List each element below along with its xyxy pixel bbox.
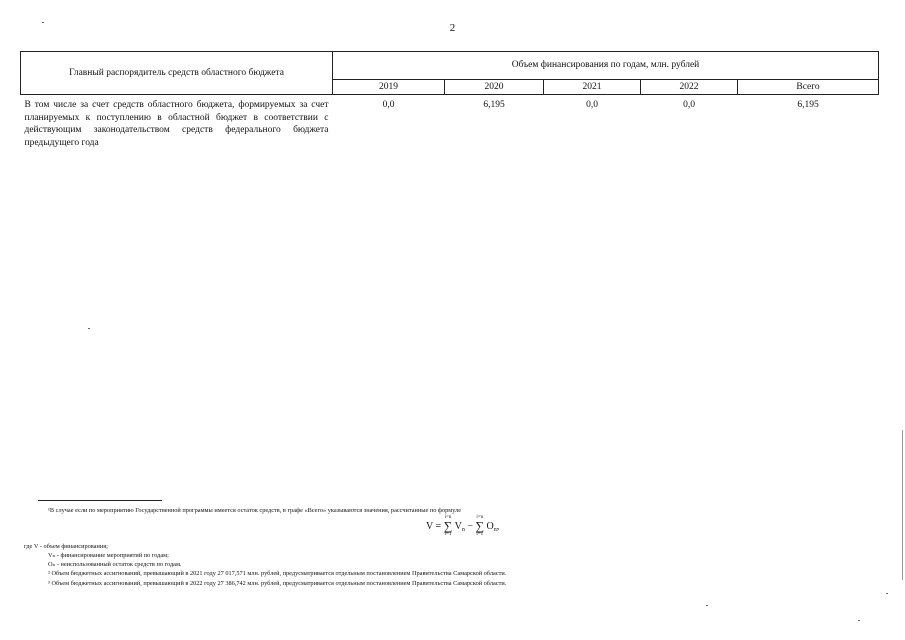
header-year-2019: 2019 — [333, 80, 445, 95]
value-2020: 6,195 — [483, 100, 505, 110]
value-2022: 0,0 — [683, 100, 695, 110]
funding-table — [20, 51, 879, 153]
sum-upper-limit-1: i=n — [444, 515, 452, 520]
header-year-2021: 2021 — [544, 80, 641, 95]
row-description: В том числе за счет средств областного бюджета, формируемых за счет планируемых к поступлению в областной бюджет в соответствии с действующим законодательством средств федерального бюджета предыдущего года — [24, 100, 329, 148]
header-year-2022: 2022 — [641, 80, 738, 95]
formula-minus: − — [467, 520, 473, 532]
sigma-icon: ∑ — [443, 519, 453, 533]
balance-formula — [426, 515, 499, 538]
header-total: Всего — [738, 80, 879, 95]
formula-term-v: V — [454, 520, 462, 532]
scan-speck — [706, 605, 708, 606]
formula-term-o: O — [486, 520, 494, 532]
formula-lhs: V = — [426, 520, 442, 532]
formula-tail: , — [496, 520, 500, 532]
sum-lower-limit-2: i=1 — [476, 532, 484, 537]
page-number: 2 — [449, 22, 456, 34]
scan-speck — [88, 328, 90, 329]
footnote-vn: Vₙ - финансирование мероприятий по годам; — [48, 552, 169, 559]
value-total: 6,195 — [797, 100, 819, 110]
sum-symbol-2 — [475, 515, 484, 538]
scan-speck — [42, 22, 44, 23]
formula-sub-o: n — [493, 526, 497, 533]
footnote-2: ² Объем бюджетных ассигнований, превышающий в 2021 году 27 017,571 млн. рублей, предусматривается отдельным постановлением Правительства Самарской области. — [48, 570, 507, 577]
header-funding-by-years: Объем финансирования по годам, млн. рублей — [333, 52, 879, 80]
sum-upper-limit-2: i=n — [476, 515, 484, 520]
footnote-divider — [38, 500, 162, 501]
scan-edge-line — [902, 430, 903, 580]
footnote-3: ³ Объем бюджетных ассигнований, превышающий в 2022 году 27 386,742 млн. рублей, предусматривается отдельным постановлением Правительства Самарской области. — [48, 580, 507, 587]
footnote-where: где V - объем финансирования; — [24, 543, 108, 550]
value-2019: 0,0 — [382, 100, 395, 110]
scan-speck — [886, 593, 888, 594]
sum-symbol-1 — [444, 515, 453, 538]
formula-sub-v: n — [461, 526, 465, 533]
scan-speck — [858, 620, 860, 621]
footnote-on: Oₙ - неиспользованный остаток средств по годам. — [48, 561, 182, 568]
sigma-icon: ∑ — [475, 519, 485, 533]
table-row — [21, 95, 879, 154]
sum-lower-limit-1: i=1 — [444, 532, 452, 537]
header-budget-manager: Главный распорядитель средств областного бюджета — [21, 52, 333, 95]
footnote-1: ¹В случае если по мероприятию Государственной программы имеется остаток средств, в графе «Всего» указываются значения, рассчитанные по формуле — [48, 507, 462, 514]
header-year-2020: 2020 — [445, 80, 544, 95]
value-2021: 0,0 — [586, 100, 598, 110]
